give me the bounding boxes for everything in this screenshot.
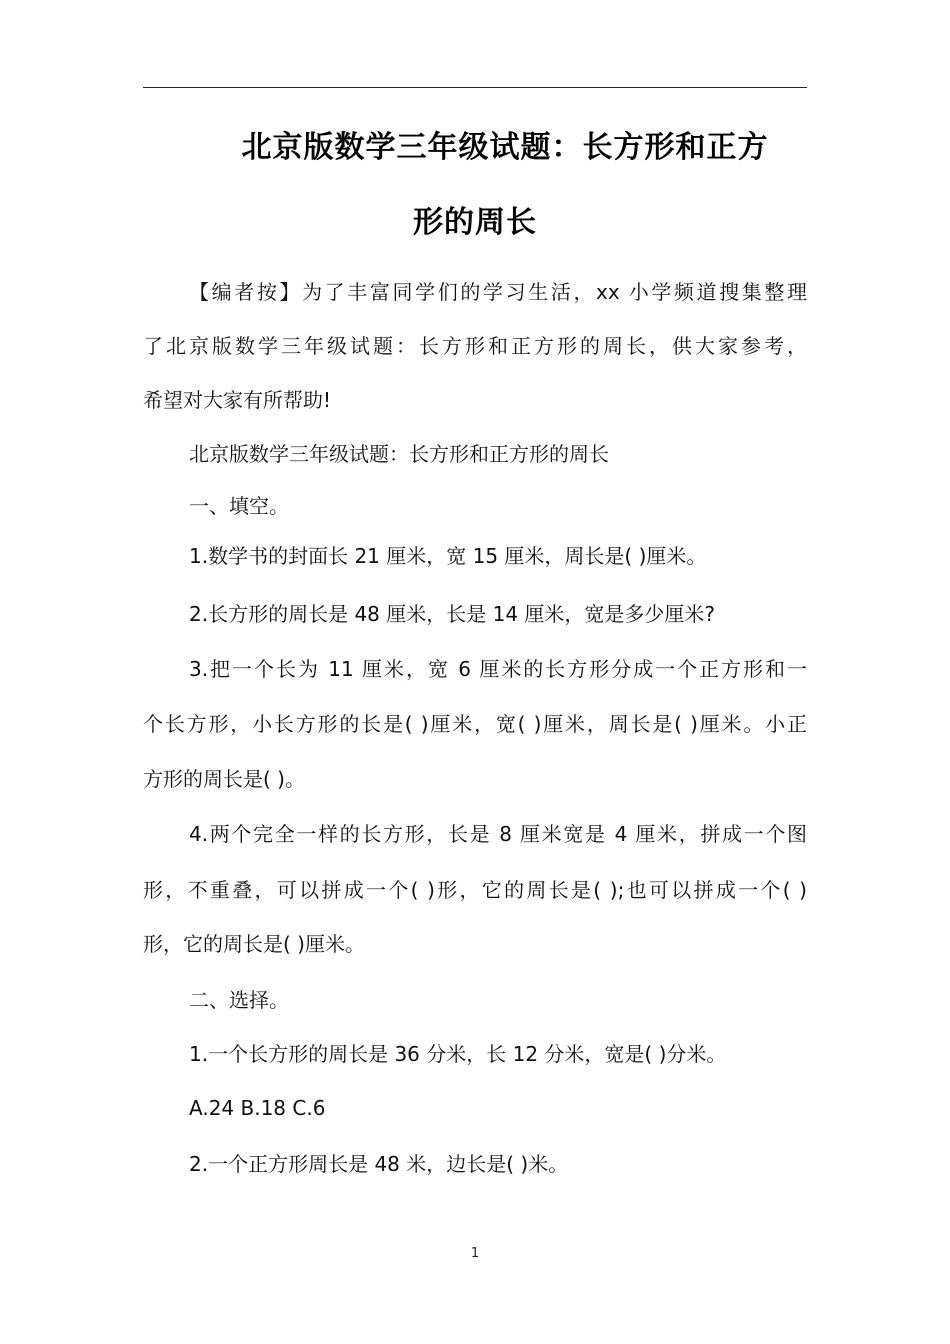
editor-note-line-2: 了北京版数学三年级试题：长方形和正方形的周长，供大家参考， [143,334,807,358]
question-1-4-line-3: 形，它的周长是( )厘米。 [143,932,365,956]
question-1-2: 2.长方形的周长是 48 厘米，长是 14 厘米，宽是多少厘米? [189,602,716,626]
question-2-2: 2.一个正方形周长是 48 米，边长是( )米。 [189,1152,569,1176]
editor-note-line-3: 希望对大家有所帮助! [143,388,332,412]
question-2-1: 1.一个长方形的周长是 36 分米，长 12 分米，宽是( )分米。 [189,1042,727,1066]
page-number: 1 [470,1246,480,1261]
question-1-3-line-1: 3.把一个长为 11 厘米，宽 6 厘米的长方形分成一个正方形和一 [189,657,807,681]
question-1-4-line-1: 4.两个完全一样的长方形，长是 8 厘米宽是 4 厘米，拼成一个图 [189,822,807,846]
editor-note-line-1: 【编者按】为了丰富同学们的学习生活，xx 小学频道搜集整理 [189,280,807,304]
title-line-1: 北京版数学三年级试题：长方形和正方 [241,130,769,165]
header-rule [143,87,807,88]
question-1-4-line-2: 形，不重叠，可以拼成一个( )形，它的周长是( );也可以拼成一个( ) [143,878,807,902]
title-line-2: 形的周长 [413,205,537,240]
question-1-1: 1.数学书的封面长 21 厘米，宽 15 厘米，周长是( )厘米。 [189,544,707,568]
section-heading-choice: 二、选择。 [189,988,289,1012]
section-heading-fill-blank: 一、填空。 [189,494,289,518]
subtitle: 北京版数学三年级试题：长方形和正方形的周长 [189,442,609,466]
question-1-3-line-3: 方形的周长是( )。 [143,767,305,791]
question-2-1-options: A.24 B.18 C.6 [189,1096,326,1120]
question-1-3-line-2: 个长方形，小长方形的长是( )厘米，宽( )厘米，周长是( )厘米。小正 [143,712,807,736]
